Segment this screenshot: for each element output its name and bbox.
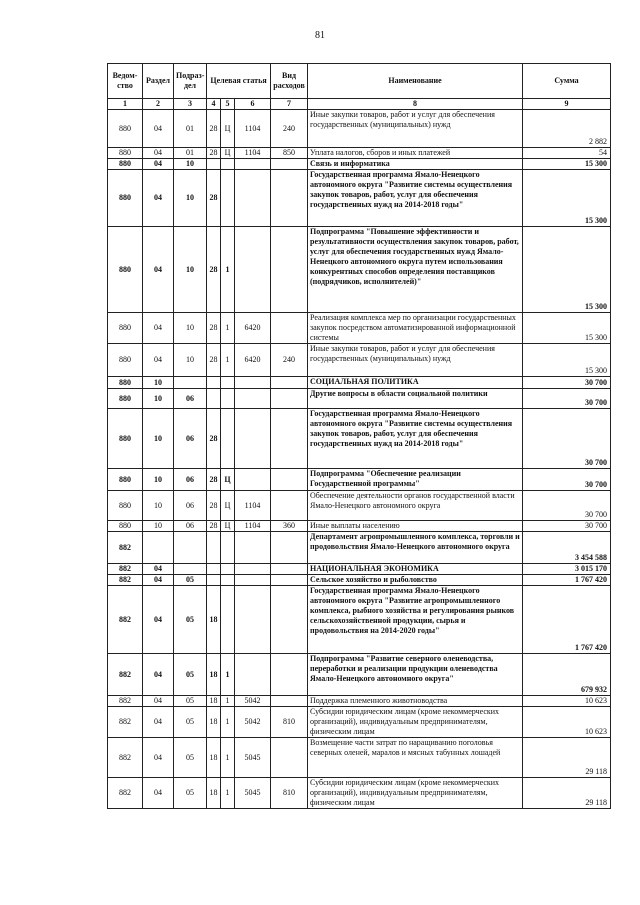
cell-name: Субсидии юридическим лицам (кроме некоммерческих организаций), индивидуальным предпринимателям, физическим лицам [308, 778, 523, 809]
cell-vid [271, 532, 308, 564]
col-num: 1 [108, 99, 143, 110]
table-row [108, 313, 611, 344]
col-num: 8 [308, 99, 523, 110]
cell-vedomstvo: 882 [108, 696, 143, 707]
table-row [108, 575, 611, 586]
cell-name: СОЦИАЛЬНАЯ ПОЛИТИКА [308, 377, 523, 389]
cell-razdel: 04 [143, 586, 174, 654]
table-row [108, 159, 611, 170]
table-row [108, 532, 611, 564]
cell-razdel: 04 [143, 654, 174, 696]
cell-sum: 30 700 [523, 389, 611, 409]
cell-name: Субсидии юридическим лицам (кроме некоммерческих организаций), индивидуальным предпринимателям, физическим лицам [308, 707, 523, 738]
cell-gp: 18 [207, 654, 221, 696]
cell-razdel: 04 [143, 575, 174, 586]
cell-podrazdel: 10 [174, 344, 207, 377]
cell-razdel: 04 [143, 313, 174, 344]
cell-gp [207, 575, 221, 586]
cell-pp: Ц [221, 469, 235, 491]
cell-name: Сельское хозяйство и рыболовство [308, 575, 523, 586]
cell-vid: 810 [271, 778, 308, 809]
table-row [108, 409, 611, 469]
cell-gp: 18 [207, 586, 221, 654]
col-num: 3 [174, 99, 207, 110]
cell-statya: 6420 [235, 313, 271, 344]
cell-gp [207, 159, 221, 170]
cell-podrazdel [174, 377, 207, 389]
cell-gp: 28 [207, 110, 221, 148]
page-number: 81 [315, 30, 325, 41]
cell-razdel: 04 [143, 344, 174, 377]
cell-razdel: 04 [143, 159, 174, 170]
budget-table [107, 63, 611, 809]
cell-gp [207, 377, 221, 389]
cell-pp: Ц [221, 521, 235, 532]
cell-podrazdel: 06 [174, 469, 207, 491]
cell-name: Государственная программа Ямало-Ненецкого автономного округа "Развитие агропромышленного комплекса, рыбного хозяйства и регулирования рынков сельскохозяйственной продукции, сырья и продовольствия на 2014-2020 годы" [308, 586, 523, 654]
cell-podrazdel: 01 [174, 110, 207, 148]
table-row [108, 738, 611, 778]
cell-podrazdel: 10 [174, 159, 207, 170]
table-row [108, 377, 611, 389]
cell-podrazdel: 05 [174, 575, 207, 586]
cell-razdel: 04 [143, 707, 174, 738]
cell-name: НАЦИОНАЛЬНАЯ ЭКОНОМИКА [308, 564, 523, 575]
cell-podrazdel: 05 [174, 654, 207, 696]
cell-vid [271, 575, 308, 586]
cell-sum: 10 623 [523, 696, 611, 707]
cell-vedomstvo: 880 [108, 377, 143, 389]
cell-vid: 240 [271, 110, 308, 148]
cell-gp: 28 [207, 344, 221, 377]
cell-vedomstvo: 880 [108, 521, 143, 532]
cell-sum: 30 700 [523, 521, 611, 532]
cell-sum: 2 882 [523, 110, 611, 148]
cell-statya [235, 586, 271, 654]
cell-statya [235, 227, 271, 313]
col-num: 6 [235, 99, 271, 110]
col-vid: Вид расходов [271, 64, 308, 99]
cell-pp: 1 [221, 696, 235, 707]
cell-pp [221, 159, 235, 170]
cell-razdel: 10 [143, 377, 174, 389]
table-row [108, 654, 611, 696]
cell-razdel: 10 [143, 469, 174, 491]
cell-statya [235, 159, 271, 170]
cell-pp: 1 [221, 738, 235, 778]
cell-sum: 30 700 [523, 377, 611, 389]
column-number-row [108, 99, 611, 110]
col-celevaya: Целевая статья [207, 64, 271, 99]
cell-name: Иные выплаты населению [308, 521, 523, 532]
cell-vid [271, 564, 308, 575]
cell-statya: 1104 [235, 110, 271, 148]
table-row [108, 344, 611, 377]
cell-statya [235, 389, 271, 409]
cell-gp: 28 [207, 521, 221, 532]
cell-statya: 1104 [235, 148, 271, 159]
cell-razdel: 04 [143, 170, 174, 227]
cell-name: Подпрограмма "Обеспечение реализации Государственной программы" [308, 469, 523, 491]
cell-razdel: 04 [143, 564, 174, 575]
cell-pp [221, 575, 235, 586]
header-row [108, 64, 611, 99]
cell-razdel: 04 [143, 778, 174, 809]
cell-sum: 54 [523, 148, 611, 159]
cell-sum: 1 767 420 [523, 586, 611, 654]
cell-vedomstvo: 882 [108, 586, 143, 654]
cell-name: Реализация комплекса мер по организации государственных закупок посредством автоматизированной информационной системы [308, 313, 523, 344]
cell-vid [271, 654, 308, 696]
cell-statya: 1104 [235, 521, 271, 532]
cell-pp: Ц [221, 491, 235, 521]
col-podrazdel: Подраз-дел [174, 64, 207, 99]
cell-name: Обеспечение деятельности органов государственной власти Ямало-Ненецкого автономного округа [308, 491, 523, 521]
cell-podrazdel: 06 [174, 389, 207, 409]
cell-razdel: 04 [143, 227, 174, 313]
table-row [108, 469, 611, 491]
cell-statya: 5045 [235, 778, 271, 809]
cell-gp: 28 [207, 170, 221, 227]
cell-razdel: 04 [143, 696, 174, 707]
table-row [108, 110, 611, 148]
cell-name: Связь и информатика [308, 159, 523, 170]
cell-sum: 29 118 [523, 778, 611, 809]
col-num: 5 [221, 99, 235, 110]
cell-razdel: 04 [143, 738, 174, 778]
cell-pp: 1 [221, 313, 235, 344]
cell-name: Подпрограмма "Развитие северного оленеводства, переработки и реализации продукции оленеводства Ямало-Ненецкого автономного округа" [308, 654, 523, 696]
cell-gp: 18 [207, 778, 221, 809]
cell-vid [271, 389, 308, 409]
cell-name: Другие вопросы в области социальной политики [308, 389, 523, 409]
cell-vid [271, 159, 308, 170]
col-num: 2 [143, 99, 174, 110]
cell-vedomstvo: 882 [108, 778, 143, 809]
table-row [108, 491, 611, 521]
cell-name: Иные закупки товаров, работ и услуг для обеспечения государственных (муниципальных) нужд [308, 344, 523, 377]
cell-name: Департамент агропромышленного комплекса, торговли и продовольствия Ямало-Ненецкого автономного округа [308, 532, 523, 564]
cell-vid [271, 227, 308, 313]
cell-vedomstvo: 882 [108, 564, 143, 575]
cell-gp: 18 [207, 738, 221, 778]
cell-vedomstvo: 880 [108, 491, 143, 521]
cell-vedomstvo: 880 [108, 159, 143, 170]
table-row [108, 227, 611, 313]
cell-razdel: 10 [143, 521, 174, 532]
cell-statya [235, 575, 271, 586]
cell-statya [235, 532, 271, 564]
table-row [108, 586, 611, 654]
cell-podrazdel: 05 [174, 707, 207, 738]
table-row [108, 707, 611, 738]
col-razdel: Раздел [143, 64, 174, 99]
col-vedomstvo: Ведом-ство [108, 64, 143, 99]
cell-name: Возмещение части затрат по наращиванию поголовья северных оленей, маралов и мясных табунных лошадей [308, 738, 523, 778]
cell-sum: 15 300 [523, 227, 611, 313]
cell-razdel: 04 [143, 110, 174, 148]
cell-pp: 1 [221, 654, 235, 696]
col-summa: Сумма [523, 64, 611, 99]
cell-statya: 1104 [235, 491, 271, 521]
cell-vid [271, 170, 308, 227]
table-row [108, 564, 611, 575]
cell-pp: 1 [221, 707, 235, 738]
cell-podrazdel [174, 532, 207, 564]
cell-podrazdel: 10 [174, 313, 207, 344]
cell-vedomstvo: 882 [108, 738, 143, 778]
cell-gp: 18 [207, 707, 221, 738]
cell-razdel: 10 [143, 389, 174, 409]
cell-sum: 1 767 420 [523, 575, 611, 586]
cell-name: Государственная программа Ямало-Ненецкого автономного округа "Развитие системы осуществления закупок товаров, работ, услуг для обеспечения государственных нужд на 2014-2018 годы" [308, 409, 523, 469]
cell-statya: 6420 [235, 344, 271, 377]
cell-vid [271, 313, 308, 344]
cell-statya [235, 409, 271, 469]
cell-pp: Ц [221, 110, 235, 148]
cell-razdel: 10 [143, 491, 174, 521]
cell-podrazdel: 01 [174, 148, 207, 159]
cell-vedomstvo: 880 [108, 148, 143, 159]
cell-vedomstvo: 882 [108, 532, 143, 564]
table-row [108, 170, 611, 227]
cell-vedomstvo: 880 [108, 227, 143, 313]
cell-vedomstvo: 880 [108, 344, 143, 377]
cell-vid [271, 409, 308, 469]
cell-name: Государственная программа Ямало-Ненецкого автономного округа "Развитие системы осуществления закупок товаров, работ, услуг для обеспечения государственных нужд на 2014-2018 годы" [308, 170, 523, 227]
cell-sum: 15 300 [523, 344, 611, 377]
table-row [108, 148, 611, 159]
cell-statya [235, 469, 271, 491]
table-row [108, 696, 611, 707]
cell-statya: 5045 [235, 738, 271, 778]
cell-pp: Ц [221, 148, 235, 159]
cell-sum: 30 700 [523, 469, 611, 491]
cell-statya [235, 654, 271, 696]
cell-gp: 28 [207, 313, 221, 344]
cell-podrazdel: 05 [174, 586, 207, 654]
cell-vid: 240 [271, 344, 308, 377]
cell-gp: 28 [207, 148, 221, 159]
cell-podrazdel: 05 [174, 778, 207, 809]
cell-vedomstvo: 880 [108, 313, 143, 344]
table-row [108, 521, 611, 532]
cell-vedomstvo: 880 [108, 170, 143, 227]
table-body [108, 110, 611, 809]
cell-vedomstvo: 880 [108, 409, 143, 469]
cell-sum: 30 700 [523, 409, 611, 469]
cell-razdel: 10 [143, 409, 174, 469]
cell-vid: 360 [271, 521, 308, 532]
cell-pp [221, 170, 235, 227]
cell-name: Иные закупки товаров, работ и услуг для обеспечения государственных (муниципальных) нужд [308, 110, 523, 148]
cell-statya [235, 377, 271, 389]
cell-pp: 1 [221, 227, 235, 313]
cell-sum: 15 300 [523, 159, 611, 170]
cell-sum: 10 623 [523, 707, 611, 738]
col-num: 4 [207, 99, 221, 110]
cell-podrazdel: 06 [174, 409, 207, 469]
cell-gp: 28 [207, 469, 221, 491]
cell-vid [271, 377, 308, 389]
cell-vedomstvo: 882 [108, 654, 143, 696]
cell-gp [207, 564, 221, 575]
cell-podrazdel [174, 564, 207, 575]
cell-pp [221, 409, 235, 469]
cell-gp: 28 [207, 409, 221, 469]
cell-gp [207, 532, 221, 564]
cell-statya [235, 564, 271, 575]
cell-statya [235, 170, 271, 227]
cell-podrazdel: 10 [174, 227, 207, 313]
cell-sum: 15 300 [523, 313, 611, 344]
cell-pp: 1 [221, 778, 235, 809]
table-row [108, 389, 611, 409]
cell-pp [221, 586, 235, 654]
cell-pp: 1 [221, 344, 235, 377]
col-num: 7 [271, 99, 308, 110]
cell-vid [271, 696, 308, 707]
cell-sum: 3 015 170 [523, 564, 611, 575]
cell-sum: 679 932 [523, 654, 611, 696]
cell-vid: 810 [271, 707, 308, 738]
cell-pp [221, 377, 235, 389]
cell-sum: 15 300 [523, 170, 611, 227]
cell-sum: 3 454 588 [523, 532, 611, 564]
cell-gp [207, 389, 221, 409]
cell-vedomstvo: 882 [108, 707, 143, 738]
cell-vid: 850 [271, 148, 308, 159]
cell-gp: 18 [207, 696, 221, 707]
cell-pp [221, 532, 235, 564]
cell-razdel [143, 532, 174, 564]
cell-pp [221, 389, 235, 409]
col-naim: Наименование [308, 64, 523, 99]
cell-vedomstvo: 880 [108, 469, 143, 491]
cell-vedomstvo: 882 [108, 575, 143, 586]
cell-podrazdel: 06 [174, 491, 207, 521]
cell-vedomstvo: 880 [108, 110, 143, 148]
col-num: 9 [523, 99, 611, 110]
cell-podrazdel: 05 [174, 738, 207, 778]
cell-podrazdel: 10 [174, 170, 207, 227]
cell-name: Уплата налогов, сборов и иных платежей [308, 148, 523, 159]
cell-vid [271, 469, 308, 491]
table-row [108, 778, 611, 809]
cell-vid [271, 586, 308, 654]
cell-gp: 28 [207, 491, 221, 521]
cell-sum: 29 118 [523, 738, 611, 778]
cell-name: Поддержка племенного животноводства [308, 696, 523, 707]
cell-vid [271, 738, 308, 778]
cell-sum: 30 700 [523, 491, 611, 521]
cell-vedomstvo: 880 [108, 389, 143, 409]
cell-podrazdel: 05 [174, 696, 207, 707]
cell-statya: 5042 [235, 707, 271, 738]
cell-pp [221, 564, 235, 575]
cell-razdel: 04 [143, 148, 174, 159]
cell-statya: 5042 [235, 696, 271, 707]
cell-vid [271, 491, 308, 521]
cell-podrazdel: 06 [174, 521, 207, 532]
cell-name: Подпрограмма "Повышение эффективности и результативности осуществления закупок товаров, работ, услуг для обеспечения государственных нужд Ямало-Ненецкого автономного округа путем использования конкурентных способов определения поставщиков (подрядчиков, исполнителей)" [308, 227, 523, 313]
cell-gp: 28 [207, 227, 221, 313]
